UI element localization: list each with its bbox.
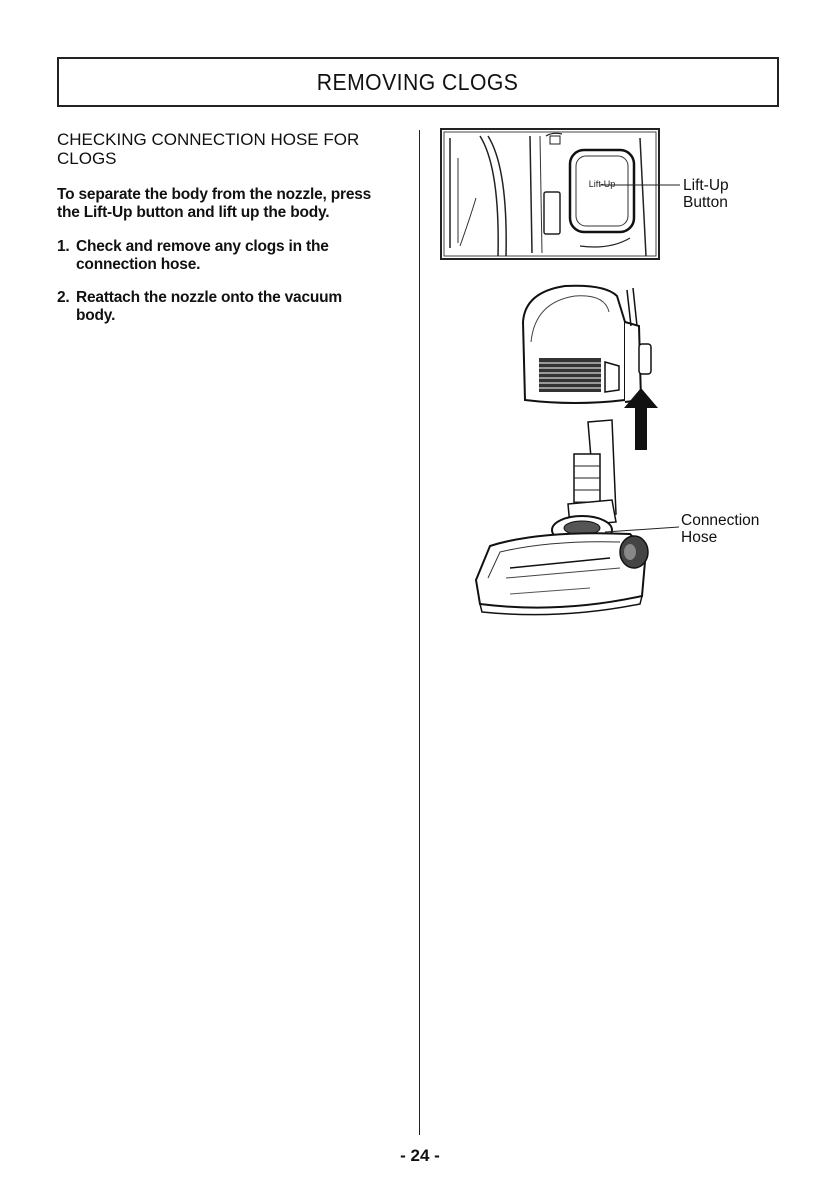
page-title: REMOVING CLOGS (317, 68, 519, 95)
title-box (57, 57, 779, 107)
lift-up-leader-line (600, 180, 682, 190)
lift-up-button-label: Lift-Up (588, 179, 616, 189)
connection-hose-callout-line1: Connection (681, 512, 760, 529)
step-item (57, 238, 382, 274)
step-item (57, 289, 382, 325)
page-number: - 24 - (400, 1146, 440, 1165)
instructions-column (57, 130, 382, 340)
lift-up-button-inset-illustration (440, 128, 660, 260)
steps-list (57, 238, 382, 325)
lift-up-callout-line1: Lift-Up (683, 177, 729, 194)
step-text: Reattach the nozzle onto the vacuum body. (76, 289, 343, 324)
connection-hose-leader-line (605, 520, 681, 534)
column-divider (419, 130, 420, 1135)
connection-hose-callout (681, 512, 759, 546)
step-number: 2. (57, 289, 70, 306)
step-text: Check and remove any clogs in the connection hose. (76, 238, 329, 273)
step-number: 1. (57, 238, 70, 255)
connection-hose-callout-line2: Hose (681, 529, 718, 546)
intro-paragraph: To separate the body from the nozzle, press the Lift-Up button and lift up the body. (57, 186, 372, 221)
section-heading: CHECKING CONNECTION HOSE FOR CLOGS (57, 130, 360, 168)
lift-up-callout (683, 177, 729, 211)
nozzle-illustration (470, 418, 660, 618)
lift-up-callout-line2: Button (683, 194, 728, 211)
